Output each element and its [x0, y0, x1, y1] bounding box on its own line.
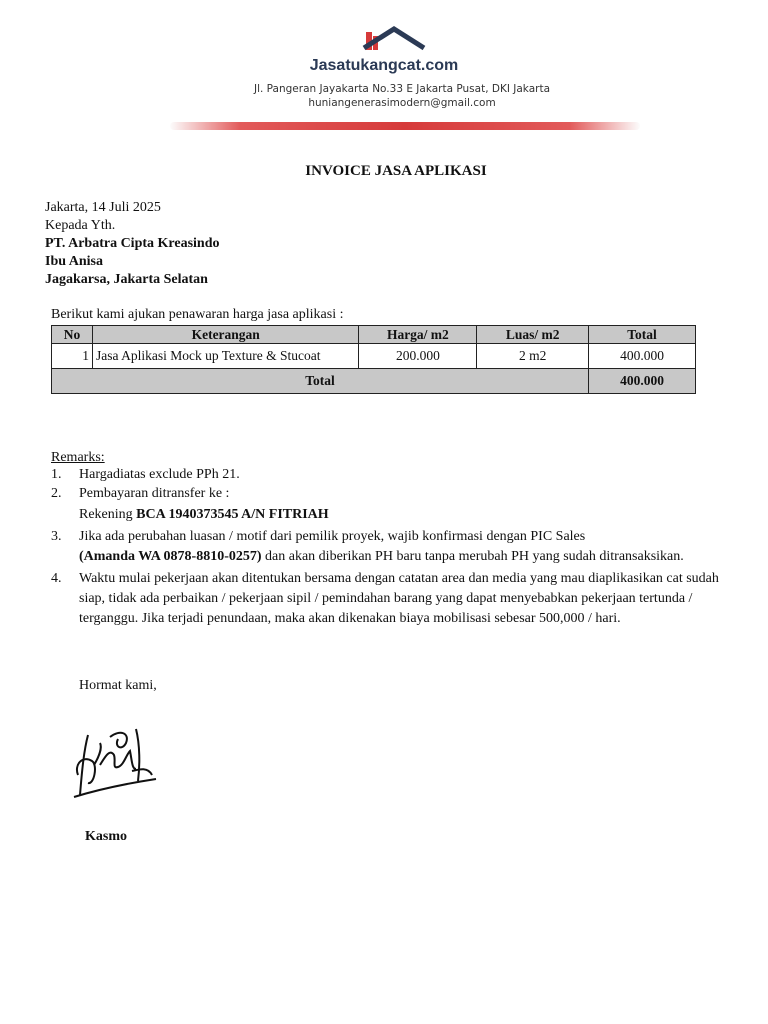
signature-image: [70, 725, 160, 805]
remark-number: 3.: [51, 529, 62, 544]
remark-text: Pembayaran ditransfer ke :: [79, 486, 230, 501]
table-cell: 200.000: [359, 344, 477, 369]
letter-date: Jakarta, 14 Juli 2025: [45, 200, 161, 215]
table-total-row: [52, 369, 696, 394]
letter-to: Kepada Yth.: [45, 218, 116, 233]
bank-prefix: Rekening: [79, 507, 137, 522]
total-label: Total: [52, 369, 589, 394]
house-roof-icon: [360, 26, 426, 56]
remark-number: 4.: [51, 571, 62, 586]
column-header: Total: [589, 326, 696, 344]
sales-contact: (Amanda WA 0878-8810-0257): [79, 549, 262, 564]
remark-text-line2: [79, 547, 759, 567]
company-address: Jl. Pangeran Jayakarta No.33 E Jakarta Pusat, DKI Jakarta: [253, 83, 551, 95]
brand-name: Jasatukangcat.com: [309, 57, 459, 74]
remark-number: 2.: [51, 486, 62, 501]
column-header: Keterangan: [92, 326, 359, 344]
recipient-company: PT. Arbatra Cipta Kreasindo: [45, 236, 220, 251]
company-email: huniangenerasimodern@gmail.com: [308, 97, 496, 109]
bank-account: BCA 1940373545 A/N FITRIAH: [136, 507, 329, 522]
recipient-person: Ibu Anisa: [45, 254, 103, 269]
signer-name: Kasmo: [85, 829, 127, 844]
table-row: [52, 344, 696, 369]
intro-text: Berikut kami ajukan penawaran harga jasa aplikasi :: [51, 307, 344, 322]
table-cell: Jasa Aplikasi Mock up Texture & Stucoat: [92, 344, 359, 369]
remark-text: Waktu mulai pekerjaan akan ditentukan bersama dengan catatan area dan media yang mau diaplikasikan cat sudah siap, tidak ada perbaikan / pekerjaan sipil / pemindahan barang yang dapat menyebabkan pekerjaan tertunda / terganggu. Jika terjadi penundaan, maka akan dikenakan biaya mobilisasi sebesar 500,000 / hari.: [79, 571, 719, 626]
remark-text: Jika ada perubahan luasan / motif dari pemilik proyek, wajib konfirmasi dengan PIC Sales: [79, 529, 586, 544]
remark-text: Hargadiatas exclude PPh 21.: [79, 467, 240, 482]
column-header: Luas/ m2: [477, 326, 589, 344]
column-header: No: [52, 326, 93, 344]
invoice-table: [51, 325, 696, 394]
column-header: Harga/ m2: [359, 326, 477, 344]
closing-greeting: Hormat kami,: [79, 678, 157, 693]
table-cell: 400.000: [589, 344, 696, 369]
header-divider: [170, 122, 640, 130]
remark-number: 1.: [51, 467, 62, 482]
total-value: 400.000: [589, 369, 696, 394]
table-cell: 2 m2: [477, 344, 589, 369]
remark-text-rest: dan akan diberikan PH baru tanpa merubah PH yang sudah ditransaksikan.: [261, 549, 684, 564]
remarks-heading: Remarks:: [51, 450, 105, 465]
table-cell: 1: [52, 344, 93, 369]
table-header-row: [52, 326, 696, 344]
recipient-location: Jagakarsa, Jakarta Selatan: [45, 272, 208, 287]
bank-account-line: [79, 505, 729, 525]
invoice-title: INVOICE JASA APLIKASI: [305, 163, 487, 179]
